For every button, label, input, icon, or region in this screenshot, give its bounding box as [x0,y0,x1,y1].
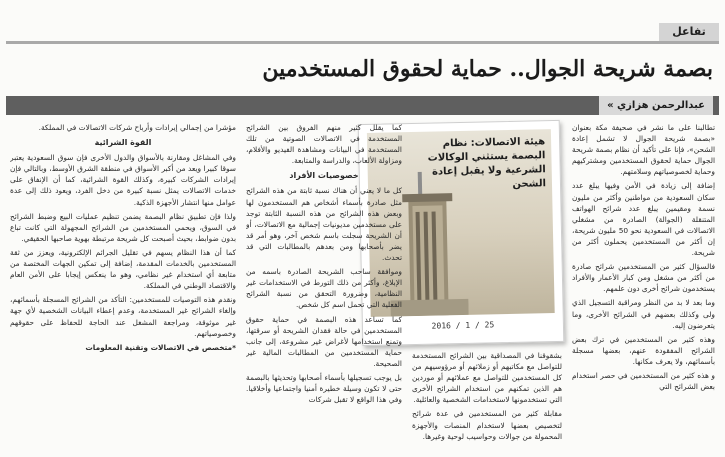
paragraph: مقابلة كثير من المستخدمين في عدة شرائح لتخصيص بعضها لاستخدام المنصات والأجهزة المحمولة من جوالات وحواسيب لوحية وغيرها. [412,409,562,441]
byline-bar [6,96,719,115]
photo-caption: هيئة الاتصالات: نظام البصمة يستثني الوكالات الشرعية ولا يقبل إعادة الشحن [427,136,547,190]
paragraph: ولذا فإن تطبيق نظام البصمة يضمن تنظيم عمليات البيع وضبط الشرائح في السوق، ويحمي المستخدمين من الشرائح المجهولة التي كانت تباع بدون ضوابط، بحيث أصبحت كل شريحة مرتبطة بهوية صاحبها الحقيقي. [10,211,236,243]
paragraph: بل يوجب تسجيلها بأسماء أصحابها وتحديثها بالبصمة حتى لا تكون وسيلة خطيرة أمنيا واجتماعيا وأخلاقيا. وفي هذا الواقع لا تقبل شركات [246,372,402,405]
paragraph: إضافة إلى زيادة في الأمن وفيها يبلغ عدد سكان السعودية من مواطنين وأكثر من مليون نسمة ومقيمين يبلغ عدد شرائح الهواتف المتنقلة (الجوالة) الصادرة من مشغلي الاتصالات في السعودية نحو 50 مليون شريحة، إن أكثر من المستخدمين يحملون أكثر من شريحة. [572,181,715,258]
article-headline: بصمة شريحة الجوال.. حماية لحقوق المستخدمين [262,56,713,82]
section-label: تفاعل [659,23,719,41]
article-column-4 [10,122,236,452]
paragraph: كما أن هذا النظام يسهم في تقليل الجرائم الإلكترونية، ويعزز من ثقة المستخدمين بالخدمات المقدمة، إضافة إلى تمكين الجهات المختصة من متابعة أي استخدام غير نظامي، وهو ما ينعكس إيجابا على الأمن العام والاقتصاد الوطني في المملكة. [10,247,236,291]
subheading: القوة الشرائية [94,138,152,148]
subheading: خصوصيات الأفراد [289,171,359,181]
paragraph: كما يقلل كثير منهم الفروق بين الشرائح المستخدمة في الاتصالات الصوتية من تلك المستخدمة في البيانات ومشاهدة الفيديو والأفلام، ومزاولة الألعاب، والدراسة والمتابعة. [246,123,402,166]
paragraph: وفي المشاغل ومقارنة بالأسواق والدول الأخرى فإن سوق السعودية يعتبر سوقا كبيرا ويعد من أكبر الأسواق في منطقة الشرق الأوسط، وبالتالي فإن إيرادات الشركات كبيرة، وكذلك القوة الشرائية، كما أن الإنفاق على خدمات الاتصالات يمثل نسبة كبيرة من دخل الفرد، ويعود ذلك إلى عدة عوامل منها انتشار الأجهزة الذكية. [10,153,236,207]
article-column-1 [572,122,715,452]
paragraph: ونقدم هذه التوصيات للمستخدمين: التأكد من الشرائح المسجلة بأسمائهم، وإلغاء الشرائح غير المستخدمة، وعدم إعطاء البيانات الشخصية لأي جهة غير موثوقة، ومراجعة المشغل عند الحاجة للحفاظ على حقوقهم وخصوصياتهم. [10,295,236,338]
article-column-3 [246,122,402,452]
paragraph: فالسؤال كثير من المستخدمين شرائح صادرة من أكثر من مشغل ومن كبار الأعمار والأفراد يستخدمون شرائح أخرى دون علمهم. [572,262,715,294]
section-rule [6,41,719,44]
photo-date: 2016 / 1 / 25 [431,320,495,331]
paragraph: مؤشرا من إجمالي إيرادات وأرباح شركات الاتصالات في المملكة. [38,123,236,132]
paragraph: كل ما لا يعني أن هناك نسبة ثابتة من هذه الشرائح مثل صادرة بأسماء أشخاص هم المستخدمون لها وبعض هذه الشرائح من هذه النسبة الثابتة توجد على مستخدمين مديونيات إجمالية مع الاتصالات، أو أن الشريحة سجلت باسم شخص آخر، وهو أمر قد يضر بأصحابها ومن بعدهم بالمطالبات التي قد تحدث. [246,186,402,263]
paragraph: تطالبنا على ما نشر في صحيفة مكة بعنوان «بصمة شريحة الجوال لا تشمل إعادة الشحن»، فإنا على تأكيد أن نظام بصمة شريحة الجوال حماية لحقوق المستخدمين ومشتركيهم وحماية لخصوصياتهم وسلامتهم. [572,123,715,177]
paragraph: بشقوقنا في المصداقية بين الشرائح المستخدمة للتواصل مع مكاتبهم أو زملائهم أو مرؤوسيهم من كل المستخدمين للتواصل مع عملائهم أو موردين هم الذين تمكنهم من استخدام الشرائح الأخرى التي تستخدمونها لاستخدامات الشخصية والعائلية. [412,351,562,405]
paragraph: وموافقة ساحب الشريحة الصادرة باسمه من الإبلاغ، وأكثر من ذلك التورط في الاستخدامات غير النظامية، وضرورة التحقق من نسبة الشرائح الفعلية التي تحمل اسم كل شخص. [246,267,402,310]
author-byline: عبدالرحمن هزازي » [599,96,713,115]
paragraph: وما بعد لا بد من النظر ومراقبة التسجيل الذي ولى وكذلك بعضهم في الشرائح الأخرى، وما يتعرضون إليه. [572,298,715,330]
author-note: *متخصص في الاتصالات وتقنية المعلومات [85,342,236,352]
paragraph: كما تساعد هذه البصمة في حماية حقوق المستخدمين في حالة فقدان الشريحة أو سرقتها، وتمنع استخدامها لأغراض غير مشروعة، إلى جانب حماية المستخدمين من المطالبات المالية غير الصحيحة. [246,314,402,368]
article-column-2 [412,350,562,452]
paragraph: وهذه كثير من المستخدمين في ترك بعض الشرائح المفقودة عنهم، بعضها مسجلة بأسمائهم، ولا يعرف مكانها. [572,334,715,366]
paragraph: و هذه كثير من المستخدمين في حصر استخدام بعض الشرائح التي [572,370,715,392]
